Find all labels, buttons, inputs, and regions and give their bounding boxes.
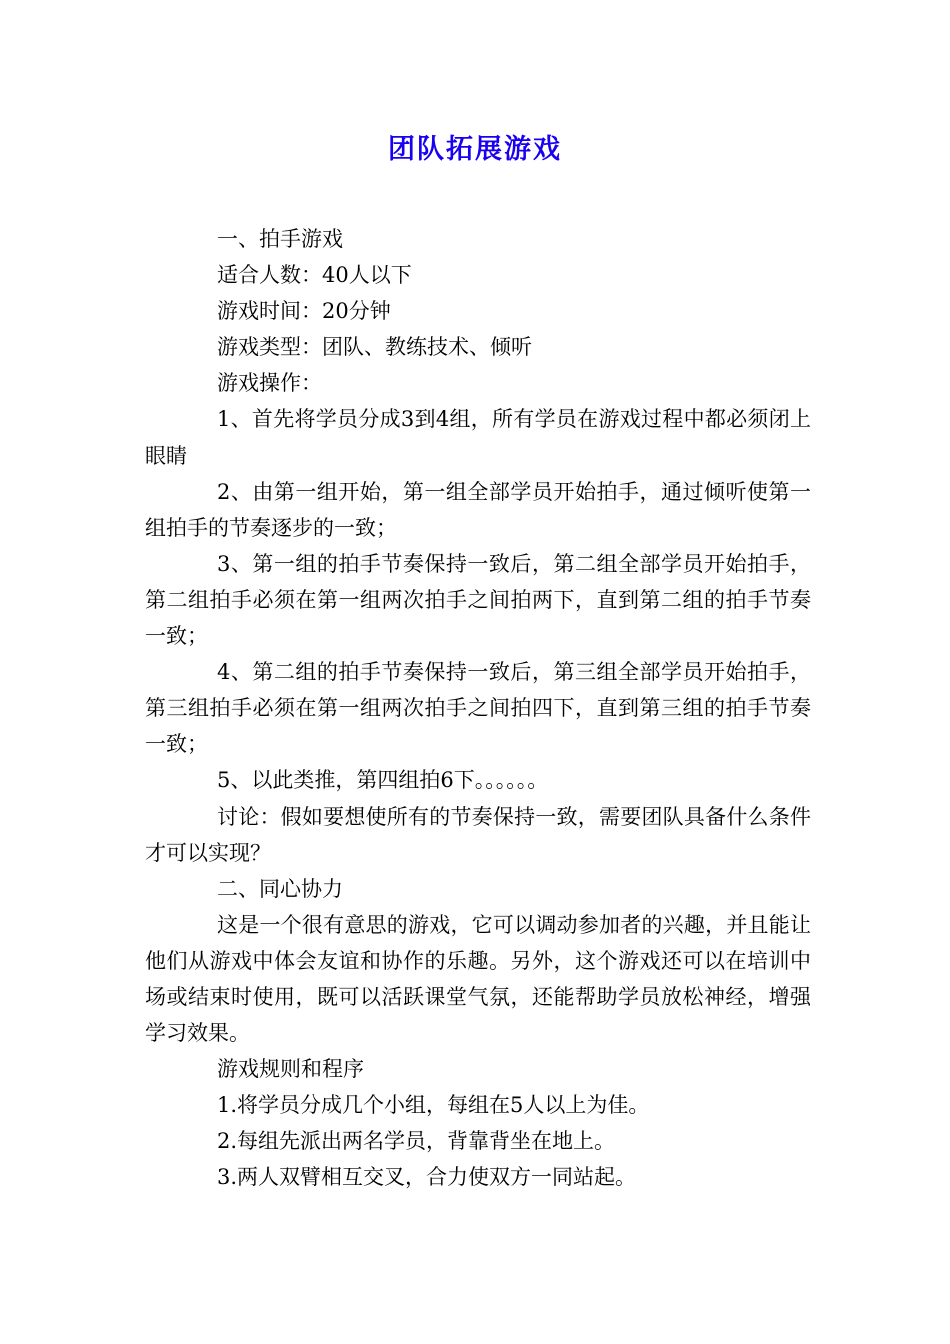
paragraph-step-1: 1、首先将学员分成3到4组，所有学员在游戏过程中都必须闭上眼睛 (145, 407, 811, 468)
section-heading-clapping-game: 一、拍手游戏 (217, 227, 343, 251)
paragraph-rule-2: 2.每组先派出两名学员，背靠背坐在地上。 (217, 1129, 616, 1154)
document-body (145, 221, 811, 1196)
document-title: 团队拓展游戏 (388, 134, 562, 165)
paragraph-step-3: 3、第一组的拍手节奏保持一致后，第二组全部学员开始拍手，第二组拍手必须在第一组两次拍手之间拍两下，直到第二组的拍手节奏一致； (145, 551, 811, 649)
paragraph-game-type: 游戏类型：团队、教练技术、倾听 (217, 335, 532, 360)
paragraph-discussion: 讨论：假如要想使所有的节奏保持一致，需要团队具备什么条件才可以实现？ (145, 804, 811, 865)
paragraph-duration: 游戏时间：20分钟 (217, 299, 391, 324)
paragraph-rule-1: 1.将学员分成几个小组，每组在5人以上为佳。 (217, 1093, 650, 1118)
paragraph-step-4: 4、第二组的拍手节奏保持一致后，第三组全部学员开始拍手，第三组拍手必须在第一组两次拍手之间拍四下，直到第三组的拍手节奏一致； (145, 660, 811, 757)
paragraph-participants: 适合人数：40人以下 (217, 263, 412, 288)
paragraph-step-5: 5、以此类推，第四组拍6下。。。。。。 (217, 768, 549, 793)
paragraph-step-2: 2、由第一组开始，第一组全部学员开始拍手，通过倾听使第一组拍手的节奏逐步的一致； (145, 479, 811, 540)
paragraph-rule-3: 3.两人双臂相互交叉，合力使双方一同站起。 (217, 1165, 637, 1190)
paragraph-teamwork-intro: 这是一个很有意思的游戏，它可以调动参加者的兴趣，并且能让他们从游戏中体会友谊和协作的乐趣。另外，这个游戏还可以在培训中场或结束时使用，既可以活跃课堂气氛，还能帮助学员放松神经，增强学习效果。 (145, 912, 811, 1046)
paragraph-operation-heading: 游戏操作： (217, 371, 322, 396)
section-heading-teamwork: 二、同心协力 (217, 876, 343, 901)
paragraph-rules-heading: 游戏规则和程序 (217, 1057, 364, 1082)
